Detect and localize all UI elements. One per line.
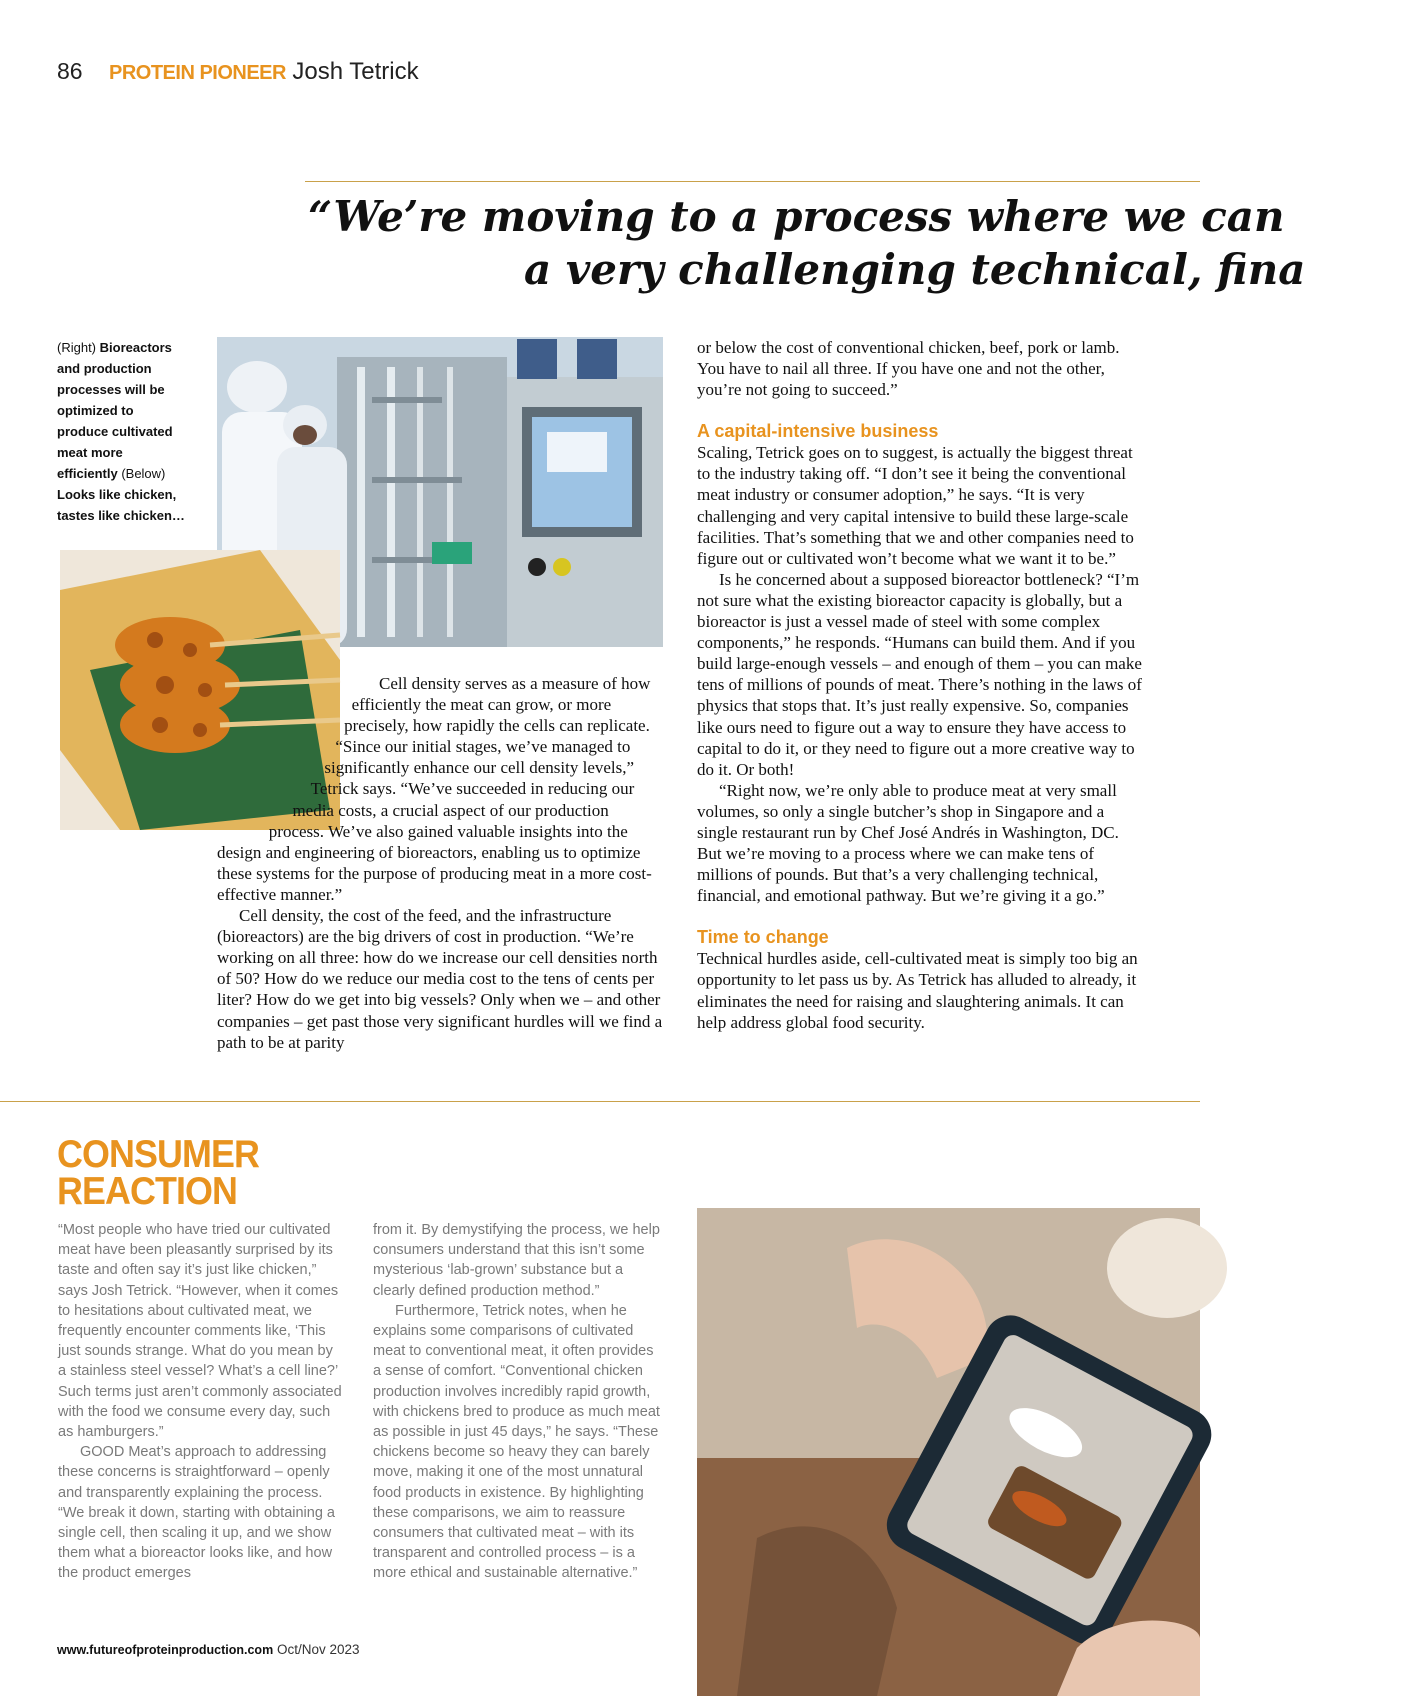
footer-date: Oct/Nov 2023 [276,1642,360,1657]
pull-quote-line-2: a very challenging technical, fina [524,245,1306,294]
article-paragraph: Is he concerned about a supposed bioreactor bottleneck? “I’m not sure what the existing bioreactor capacity is globally, but a bioreactor is just a vessel made of steel with some complex components,” he responds. “Humans can build them. And if you build large-enough vessels – and enough of them – you can make tens of millions of pounds of meat. There’s nothing in the laws of physics that stops that. It’s just really expensive. So, companies like ours need to figure out a way to ensure they have access to capital to do it, or they need to figure out a more creative way to do it. Or both! [697,569,1142,779]
article-column-left [217,673,663,1053]
box-title-line-1: CONSUMER [57,1133,259,1176]
box-title [57,1133,259,1213]
caption-right-text: Bioreactors and production processes will be optimized to produce cultivated meat more efficiently [57,340,173,481]
subheading-capital: A capital-intensive business [697,421,939,442]
article-column-right [697,337,1147,1033]
article-paragraph: Cell density serves as a measure of how efficiently the meat can grow, or more precisely, how rapidly the cells can replicate. “Since our initial stages, we’ve managed to significantly enhance our cell density levels,” Tetrick says. “We’ve succeeded in reducing our media costs, a crucial aspect of our production process. We’ve also gained valuable insights into the design and engineering of bioreactors, enabling us to optimize these systems for the purpose of producing meat in a more cost-effective manner.” [217,674,652,904]
caption-below-text: Looks like chicken, tastes like chicken… [57,487,185,523]
page-footer [57,1642,360,1657]
smartphone-illustration [697,1208,1200,1696]
pull-quote-rule [305,181,1200,182]
box-paragraph: from it. By demystifying the process, we help consumers understand that this isn’t some mysterious ‘lab-grown’ substance but a clearly defined production method.” [373,1222,660,1299]
caption-right-label: (Right) [57,340,97,355]
section-divider [0,1101,1200,1102]
caption-below-label: (Below) [121,466,166,481]
pull-quote [308,190,1408,296]
article-paragraph: or below the cost of conventional chicken, beef, pork or lamb. You have to nail all three. If you have one and not the other, you’re not going to succeed.” [697,338,1120,400]
article-paragraph: “Right now, we’re only able to produce meat at very small volumes, so only a single butcher’s shop in Singapore and a single restaurant run by Chef José Andrés in Washington, DC. But we’re moving to a process where we can make tens of millions of pounds. But that’s a very challenging technical, financial, and emotional pathway. But we’re giving it a go.” [697,780,1119,906]
footer-url[interactable]: www.futureofproteinproduction.com [57,1643,274,1657]
subheading-time-to-change: Time to change [697,927,829,948]
pull-quote-line-1: “We’re moving to a process where we can [308,192,1285,241]
box-paragraph: “Most people who have tried our cultivated meat have been pleasantly surprised by its taste and often say it’s just like chicken,” says Josh Tetrick. “However, when it comes to hesitations about cultivated meat, we frequently encounter comments like, ‘This just sounds strange. What do you mean by a stainless steel vessel? What’s a cell line?’ Such terms just aren’t commonly associated with the food we consume every day, such as hamburgers.” [58,1222,342,1441]
box-paragraph: Furthermore, Tetrick notes, when he explains some comparisons of cultivated meat to conventional meat, it often provides a sense of comfort. “Conventional chicken production involves incredibly rapid growth, with chickens bred to produce as much meat as possible in just 45 days,” he says. “These chickens become so heavy they can barely move, making it one of the most unnatural food products in existence. By highlighting these comparisons, we aim to reassure consumers that cultivated meat – with its transparent and controlled process – is a more ethical and sustainable alternative.” [373,1302,660,1582]
page-number: 86 [57,58,83,84]
article-paragraph: Technical hurdles aside, cell-cultivated meat is simply too big an opportunity to let pass us by. As Tetrick has alluded to already, it eliminates the need for raising and slaughtering animals. It can help address global food security. [697,949,1138,1032]
article-paragraph: Scaling, Tetrick goes on to suggest, is actually the biggest threat to the industry taking off. “I don’t see it being the conventional meat industry or consumer adoption,” he says. “It is very challenging and very capital intensive to build these large-scale facilities. That’s something that we and other companies need to figure out or cultivated won’t become what we want it to be.” [697,443,1134,568]
header-name: Josh Tetrick [292,58,419,85]
box-column-1 [58,1220,343,1584]
smartphone-photo [697,1208,1200,1696]
article-paragraph: Cell density, the cost of the feed, and the infrastructure (bioreactors) are the big drivers of cost in production. “We’re working on all three: how do we increase our cell densities north of 50? How do we reduce our media cost to the tens of cents per liter? How do we get into big vessels? Only when we – and other companies – get past those very significant hurdles will we find a path to be at parity [217,906,663,1052]
box-paragraph: GOOD Meat’s approach to addressing these concerns is straightforward – openly and transparently explaining the process. “We break it down, starting with obtaining a single cell, then scaling it up, and we show them what a bioreactor looks like, and how the product emerges [58,1444,335,1582]
page-header [57,58,419,86]
section-label: PROTEIN PIONEER [108,62,286,84]
box-title-line-2: REACTION [57,1170,238,1213]
photo-caption [57,337,187,526]
box-column-2 [373,1220,665,1584]
